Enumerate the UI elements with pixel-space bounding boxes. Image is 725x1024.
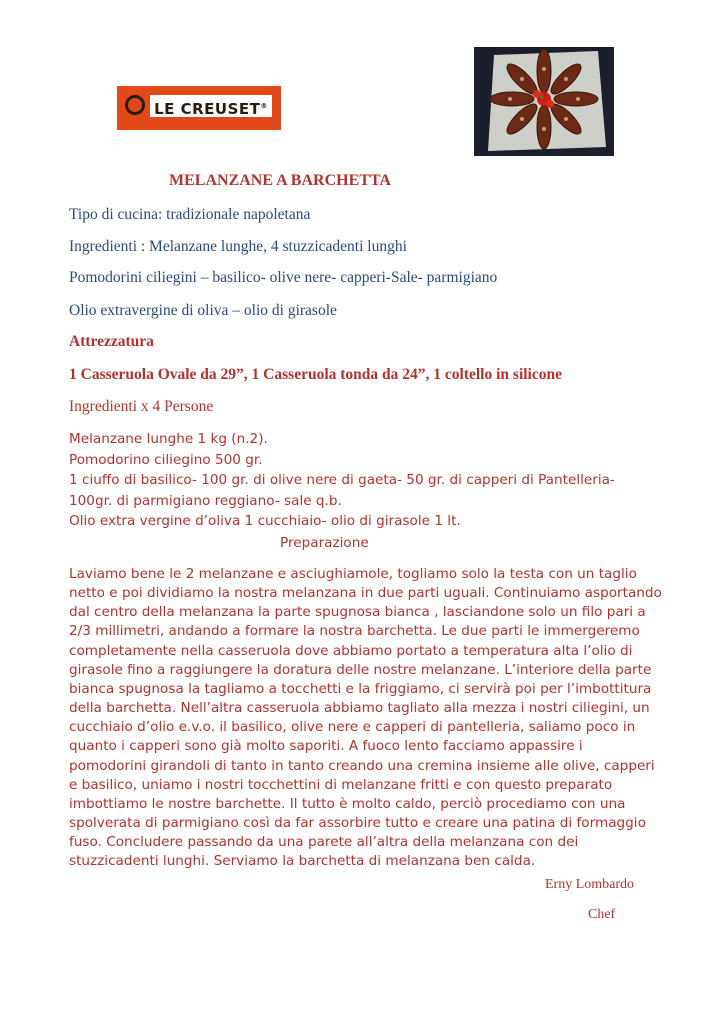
logo-emblem-icon (125, 95, 145, 115)
ingredients-summary-line1: Ingredienti : Melanzane lunghe, 4 stuzzicadenti lunghi (69, 238, 407, 255)
list-item: 100gr. di parmigiano reggiano- sale q.b. (69, 492, 342, 509)
author-name: Erny Lombardo (545, 877, 635, 892)
preparation-heading: Preparazione (280, 535, 369, 551)
text-line: netto e poi dividiamo la nostra melanzana in due parti uguali. Continuiamo asportando (69, 585, 662, 602)
text-line: pomodorini girandoli di tanto in tanto creando una cremina insieme alle olive, capperi (69, 757, 655, 774)
text-line: bianca spugnosa la tagliamo a tocchetti e la friggiamo, ci servirà poi per l’imbottitura (69, 680, 652, 697)
text-line: completamente nella casseruola dove abbiamo portato a temperatura alta l’olio di (69, 642, 633, 659)
author-role: Chef (588, 907, 616, 922)
text-line: della barchetta. Nell’altra casseruola abbiamo tagliato alla mezza i nostri ciliegini, un (69, 700, 650, 717)
logo-text: LE CREUSET® (150, 95, 272, 117)
servings-heading: Ingredienti x 4 Persone (69, 398, 214, 415)
list-item: Olio extra vergine d’oliva 1 cucchiaio- olio di girasole 1 lt. (69, 513, 461, 529)
cuisine-type: Tipo di cucina: tradizionale napoletana (69, 206, 311, 223)
text-line: imbottiamo le nostre barchette. Il tutto è molto caldo, perciò procediamo con una (69, 795, 626, 812)
preparation-text (69, 565, 669, 872)
ingredient-list (69, 429, 669, 532)
ingredients-summary-line2: Pomodorini ciliegini – basilico- olive nere- capperi-Sale- parmigiano (69, 269, 498, 286)
text-line: dal centro della melanzana la parte spugnosa bianca , lasciandone solo un filo pari a (69, 604, 646, 621)
le-creuset-logo (117, 86, 281, 130)
text-line: cucchiaio d’olio e.v.o. il basilico, olive nere e capperi di pantelleria, saliamo poco in (69, 719, 636, 736)
recipe-title: MELANZANE A BARCHETTA (169, 172, 391, 189)
text-line: e basilico, uniamo i nostri tocchettini di melanzane fritti e con questo preparato (69, 776, 613, 793)
text-line: girasole fino a raggiungere la doratura delle nostre melanzane. L’interiore della parte (69, 661, 652, 678)
list-item: Melanzane lunghe 1 kg (n.2). (69, 431, 268, 447)
ingredients-summary-line3: Olio extravergine di oliva – olio di girasole (69, 302, 337, 319)
list-item: 1 ciuffo di basilico- 100 gr. di olive nere di gaeta- 50 gr. di capperi di Pantelleria- (69, 472, 615, 488)
text-line: fuso. Concludere passando da una parete all’altra della melanzana con dei (69, 834, 579, 851)
list-item: Pomodorino ciliegino 500 gr. (69, 451, 263, 468)
dish-photo (474, 47, 614, 156)
text-line: spolverata di parmigiano così da far assorbire tutto e creare una patina di formaggio (69, 815, 646, 832)
text-line: stuzzicadenti lunghi. Serviamo la barchetta di melanzana ben calda. (69, 853, 536, 870)
equipment-list: 1 Casseruola Ovale da 29”, 1 Casseruola tonda da 24”, 1 coltello in silicone (69, 366, 562, 383)
equipment-heading: Attrezzatura (69, 333, 154, 350)
text-line: 2/3 millimetri, andando a formare la nostra barchetta. Le due parti le immergeremo (69, 623, 640, 640)
text-line: Laviamo bene le 2 melanzane e asciughiamole, togliamo solo la testa con un taglio (69, 566, 637, 582)
text-line: quanto i capperi sono già molto saporiti. A fuoco lento facciamo appassire i (69, 738, 583, 755)
